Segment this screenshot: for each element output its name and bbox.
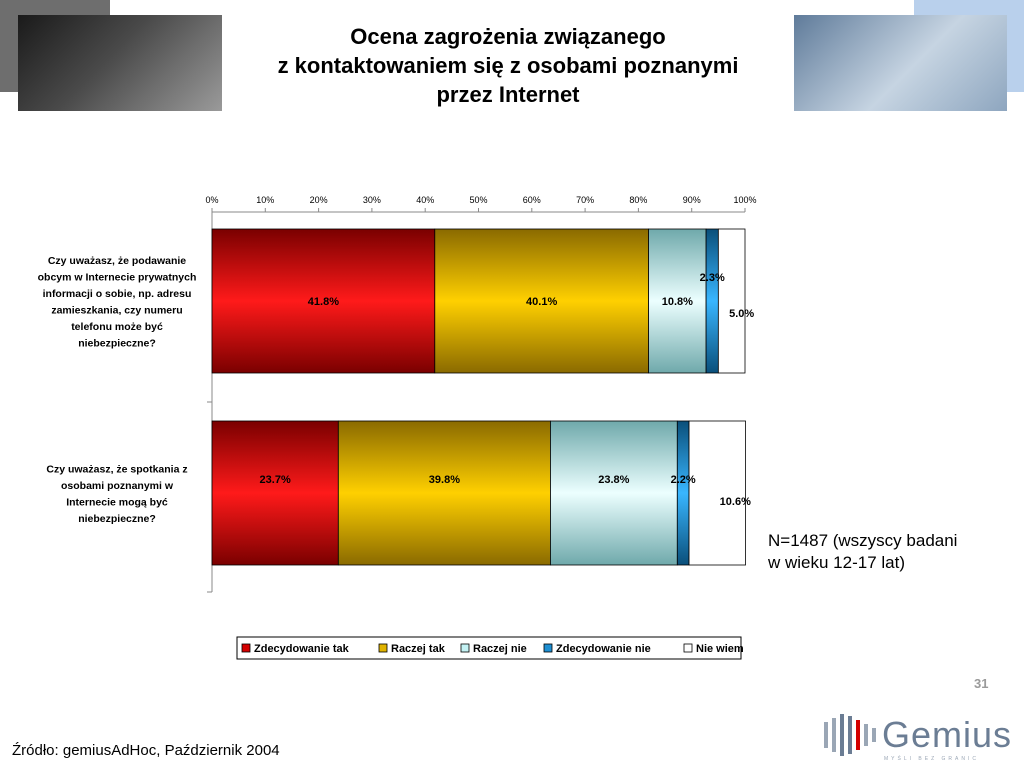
logo-text: Gemius xyxy=(882,714,1013,755)
legend-swatch xyxy=(684,644,692,652)
data-label: 5.0% xyxy=(729,308,755,320)
x-tick-label: 70% xyxy=(576,195,595,205)
category-label-line: Czy uważasz, że podawanie xyxy=(47,254,187,267)
logo-mark-icon xyxy=(820,714,880,756)
data-label: 10.6% xyxy=(719,496,751,508)
logo-tagline: MYŚLI BEZ GRANIC xyxy=(884,756,979,762)
category-label-line: Czy uważasz, że spotkania z xyxy=(46,463,188,476)
category-label-line: osobami poznanymi w xyxy=(60,479,174,492)
category-label-line: niebezpieczne? xyxy=(78,512,156,525)
x-tick-label: 0% xyxy=(205,195,219,205)
legend-label: Raczej tak xyxy=(391,643,445,655)
bar-segment xyxy=(718,229,745,373)
x-tick-label: 10% xyxy=(256,195,275,205)
title-line-1: Ocena zagrożenia związanego xyxy=(350,24,666,49)
x-tick-label: 90% xyxy=(682,195,701,205)
data-label: 23.7% xyxy=(259,474,291,486)
x-tick-label: 50% xyxy=(469,195,488,205)
data-label: 41.8% xyxy=(307,296,339,308)
category-label-line: zamieszkania, czy numeru xyxy=(51,304,183,317)
x-tick-label: 100% xyxy=(733,195,757,205)
title-line-3: przez Internet xyxy=(436,82,580,107)
legend-label: Raczej nie xyxy=(473,643,527,655)
legend-swatch xyxy=(379,644,387,652)
sample-note-line-1: N=1487 (wszyscy badani xyxy=(768,531,958,550)
sample-note xyxy=(768,530,957,574)
category-label-line: Internecie mogą być xyxy=(66,496,168,509)
legend-label: Zdecydowanie tak xyxy=(254,643,349,655)
x-tick-label: 80% xyxy=(629,195,648,205)
x-tick-label: 40% xyxy=(416,195,435,205)
data-label: 2.3% xyxy=(699,272,725,284)
category-label-line: telefonu może być xyxy=(71,320,163,333)
category-label-line: obcym w Internecie prywatnych xyxy=(37,271,197,284)
gemius-logo xyxy=(820,714,1020,764)
x-tick-label: 60% xyxy=(522,195,541,205)
x-tick-label: 30% xyxy=(362,195,381,205)
legend-label: Zdecydowanie nie xyxy=(556,643,651,655)
x-tick-label: 20% xyxy=(309,195,328,205)
category-label-line: informacji o sobie, np. adresu xyxy=(42,287,192,300)
source-note: Źródło: gemiusAdHoc, Październik 2004 xyxy=(12,742,280,759)
bar-segment xyxy=(550,421,677,565)
page-number: 31 xyxy=(974,676,989,691)
bar-segment xyxy=(338,421,550,565)
legend-swatch xyxy=(461,644,469,652)
data-label: 40.1% xyxy=(526,296,558,308)
data-label: 2.2% xyxy=(670,474,696,486)
title-line-2: z kontaktowaniem się z osobami poznanymi xyxy=(277,53,739,78)
data-label: 39.8% xyxy=(428,474,460,486)
legend-swatch xyxy=(242,644,250,652)
data-label: 23.8% xyxy=(598,474,630,486)
category-label-line: niebezpieczne? xyxy=(78,337,156,350)
bar-segment xyxy=(689,421,745,565)
sample-note-line-2: w wieku 12-17 lat) xyxy=(768,553,906,572)
legend-swatch xyxy=(544,644,552,652)
bar-segment xyxy=(677,421,689,565)
bar-segment xyxy=(212,421,338,565)
data-label: 10.8% xyxy=(661,296,693,308)
legend-label: Nie wiem xyxy=(696,643,744,655)
bar-segment xyxy=(706,229,718,373)
